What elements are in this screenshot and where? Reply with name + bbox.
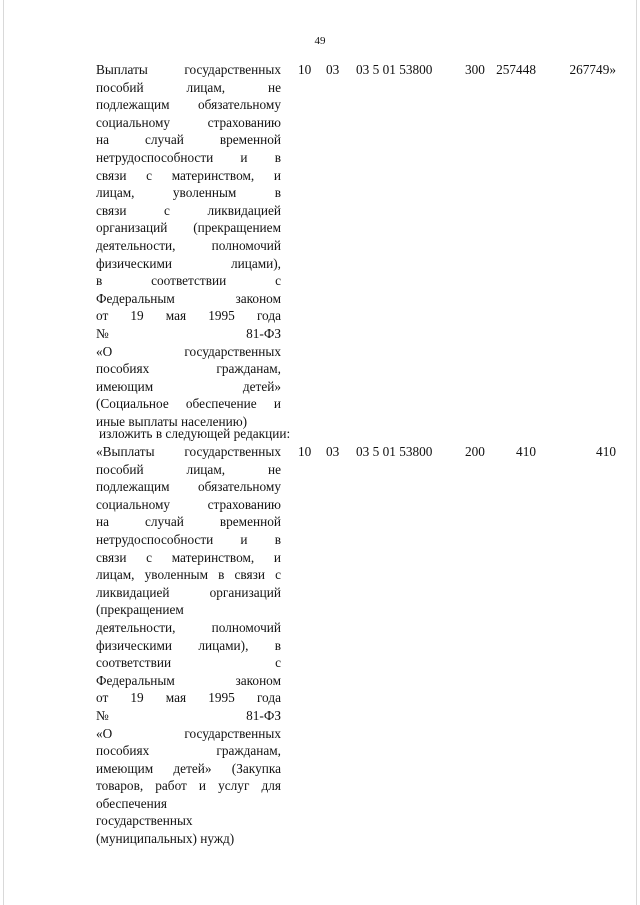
new-description xyxy=(96,443,281,848)
desc-line: связи с ликвидацией xyxy=(96,202,281,218)
expense-type-code: 300 xyxy=(465,62,485,77)
desc-line: ликвидацией организаций xyxy=(96,584,281,600)
target-article-code: 03 5 01 53800 xyxy=(356,62,433,77)
amendment-intro: изложить в следующей редакции: xyxy=(99,426,291,441)
desc-line: государственных xyxy=(96,813,193,829)
desc-line: «Выплаты государственных xyxy=(96,444,281,459)
desc-line: № 81-ФЗ xyxy=(96,707,281,723)
desc-line: имеющим детей» xyxy=(96,378,281,394)
subsection-code: 03 xyxy=(326,444,340,459)
desc-line: физическими лицами), xyxy=(96,255,281,271)
desc-line: соответствии с xyxy=(96,655,281,671)
section-code: 10 xyxy=(298,62,312,77)
desc-line: на случай временной xyxy=(96,514,281,530)
target-article-code: 03 5 01 53800 xyxy=(356,444,433,459)
desc-line: нетрудоспособности и в xyxy=(96,531,281,547)
desc-line: Федеральным законом xyxy=(96,672,281,688)
desc-line: имеющим детей» (Закупка xyxy=(96,760,281,776)
amount-year-1: 410 xyxy=(516,444,536,459)
expense-type-code: 200 xyxy=(465,444,485,459)
desc-line: деятельности, полномочий xyxy=(96,237,281,253)
desc-line: в соответствии с xyxy=(96,273,281,289)
desc-line: пособий лицам, не xyxy=(96,79,281,95)
desc-line: пособий лицам, не xyxy=(96,461,281,477)
desc-line: № 81-ФЗ xyxy=(96,325,281,341)
desc-line: подлежащим обязательному xyxy=(96,97,281,113)
desc-line: нетрудоспособности и в xyxy=(96,149,281,165)
page-number: 49 xyxy=(314,35,326,47)
desc-line: лицам, уволенным в xyxy=(96,185,281,201)
desc-line: пособиях гражданам, xyxy=(96,361,281,377)
desc-line: связи с материнством, и xyxy=(96,167,281,183)
desc-line: организаций (прекращением xyxy=(96,220,281,236)
desc-line: товаров, работ и услуг для xyxy=(96,778,281,794)
desc-line: социальному страхованию xyxy=(96,496,281,512)
amount-year-2: 410 xyxy=(596,444,616,459)
desc-line: пособиях гражданам, xyxy=(96,743,281,759)
desc-line: «О государственных xyxy=(96,725,281,741)
subsection-code: 03 xyxy=(326,62,340,77)
desc-line: обеспечения xyxy=(96,795,167,811)
desc-line: лицам, уволенным в связи с xyxy=(96,567,281,583)
desc-line: Федеральным законом xyxy=(96,290,281,306)
desc-line: деятельности, полномочий xyxy=(96,619,281,635)
amount-year-2: 267749» xyxy=(569,62,616,77)
desc-line: от 19 мая 1995 года xyxy=(96,308,281,324)
page-edge-right xyxy=(636,0,637,905)
desc-line: подлежащим обязательному xyxy=(96,479,281,495)
desc-line: (Социальное обеспечение и xyxy=(96,396,281,412)
old-description xyxy=(96,61,281,430)
desc-line: социальному страхованию xyxy=(96,114,281,130)
desc-line: «О государственных xyxy=(96,343,281,359)
desc-line: Выплаты государственных xyxy=(96,62,281,77)
section-code: 10 xyxy=(298,444,312,459)
desc-line: на случай временной xyxy=(96,132,281,148)
amount-year-1: 257448 xyxy=(496,62,536,77)
desc-line: (прекращением xyxy=(96,602,184,618)
desc-line: от 19 мая 1995 года xyxy=(96,690,281,706)
desc-line: физическими лицами), в xyxy=(96,637,281,653)
desc-line: (муниципальных) нужд) xyxy=(96,831,235,847)
desc-line: связи с материнством, и xyxy=(96,549,281,565)
page-edge-left xyxy=(3,0,4,905)
desc-line: иные выплаты населению) xyxy=(96,413,248,429)
